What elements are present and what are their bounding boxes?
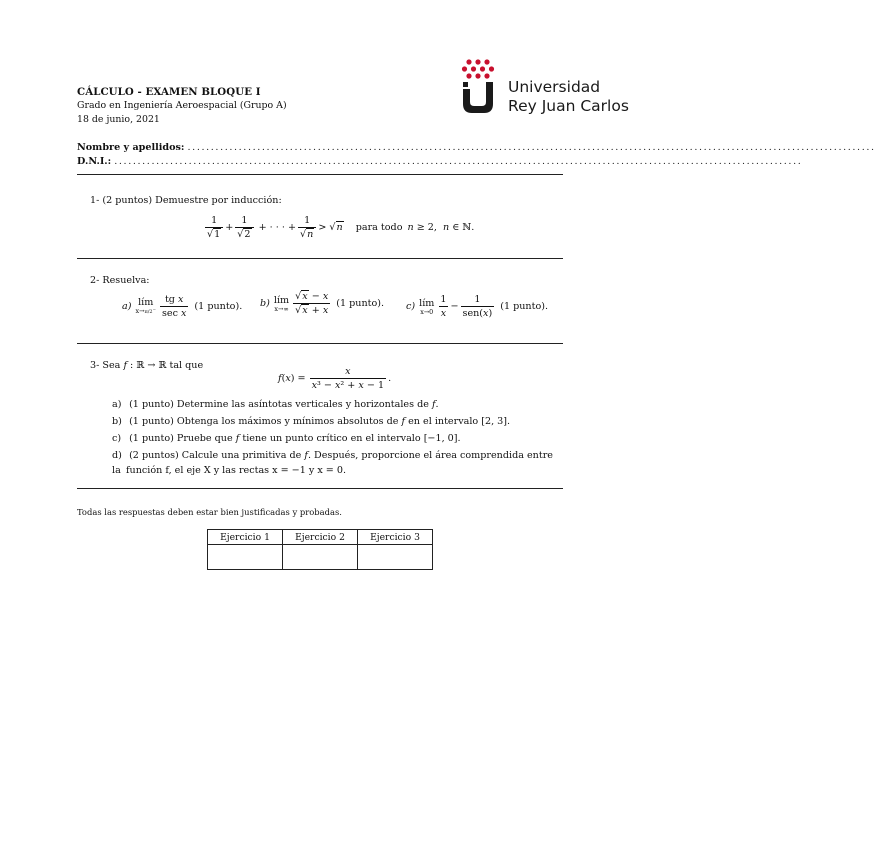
exercise3-item-b: b) (1 punto) Obtenga los máximos y mínimos absolutos de f en el intervalo [2, 3]. (112, 416, 511, 427)
exercise2-part-c: c) lím x→0 $\frac{1}{x}$ − $\frac{1}{\text{sen(x)}}$ (1 punto). (406, 294, 549, 319)
exercise3-item-c: c) (1 punto) Pruebe que f tiene un punto crítico en el intervalo [−1, 0]. (112, 433, 461, 444)
exercise3-item-d: d) (2 puntos) Calcule una primitiva de f. Después, proporcione el área comprendida entre la (112, 450, 553, 476)
exercise1-prompt: 1- (2 puntos) Demuestre por inducción: (90, 195, 282, 206)
name-dots: .................................................................................................................................................... (187, 142, 876, 153)
exam-date: 18 de junio, 2021 (77, 114, 160, 125)
score-cell[interactable] (283, 545, 358, 570)
urjc-logo-icon (460, 58, 496, 114)
part-a-points: (1 punto). (194, 301, 243, 312)
divider (77, 343, 563, 344)
footer-note: Todas las respuestas deben estar bien justificadas y probadas. (77, 507, 342, 517)
dni-field[interactable] (77, 156, 803, 167)
divider (77, 488, 563, 489)
score-cell[interactable] (358, 545, 433, 570)
part-b-points: (1 punto). (336, 298, 385, 309)
divider (77, 174, 563, 175)
divider (77, 258, 563, 259)
exercise3-item-a: a) (1 punto) Determine las asíntotas verticales y horizontales de f. (112, 399, 439, 410)
logo-university: Universidad (508, 78, 601, 96)
name-label: Nombre y apellidos: (77, 142, 185, 153)
part-c-label: c) (406, 301, 416, 312)
score-header: Ejercicio 1 (208, 530, 283, 545)
exam-title: CÁLCULO - EXAMEN BLOQUE I (77, 86, 261, 98)
score-header: Ejercicio 3 (358, 530, 433, 545)
exercise1-condition: para todo (355, 222, 403, 233)
logo-university-name: Rey Juan Carlos (508, 97, 629, 115)
exercise3-function: f ( x ) = $\frac{x}{\text{x³ − x² + x − 1}}$ . (278, 366, 392, 391)
degree-line: Grado en Ingeniería Aeroespacial (Grupo A) (77, 100, 287, 111)
score-table (207, 529, 433, 570)
score-cell[interactable] (208, 545, 283, 570)
exercise3-prefix: 3- Sea (90, 360, 121, 371)
dni-dots: .................................................................................................................................................... (114, 156, 803, 167)
exercise3-suffix: tal que (169, 360, 204, 371)
exercise2-part-b: b) lím x→∞ $\frac{√x - x}{√x + x}$ (1 punto). (260, 291, 385, 316)
exercise2-part-a: a) lím x→π/2⁻ $\frac{\text{tg x}}{\text{sec x}}$ (1 punto). (122, 294, 243, 319)
dni-label: D.N.I.: (77, 156, 112, 167)
exercise2-prompt: 2- Resuelva: (90, 275, 150, 286)
score-header: Ejercicio 2 (283, 530, 358, 545)
name-field[interactable] (77, 142, 876, 153)
part-a-label: a) (122, 301, 132, 312)
exercise3-item-d-line2: función f, el eje X y las rectas x = −1 y x = 0. (126, 465, 347, 476)
exercise3-prompt: 3- Sea f : ℝ → ℝ tal que (90, 360, 204, 371)
part-b-label: b) (260, 298, 270, 309)
part-c-points: (1 punto). (500, 301, 549, 312)
exercise1-formula: $\frac{1}{√1}$ + $\frac{1}{√2}$ + · · · + $\frac{1}{√n}$ > √n para todo n ≥ 2, n ∈ ℕ. (207, 215, 475, 240)
